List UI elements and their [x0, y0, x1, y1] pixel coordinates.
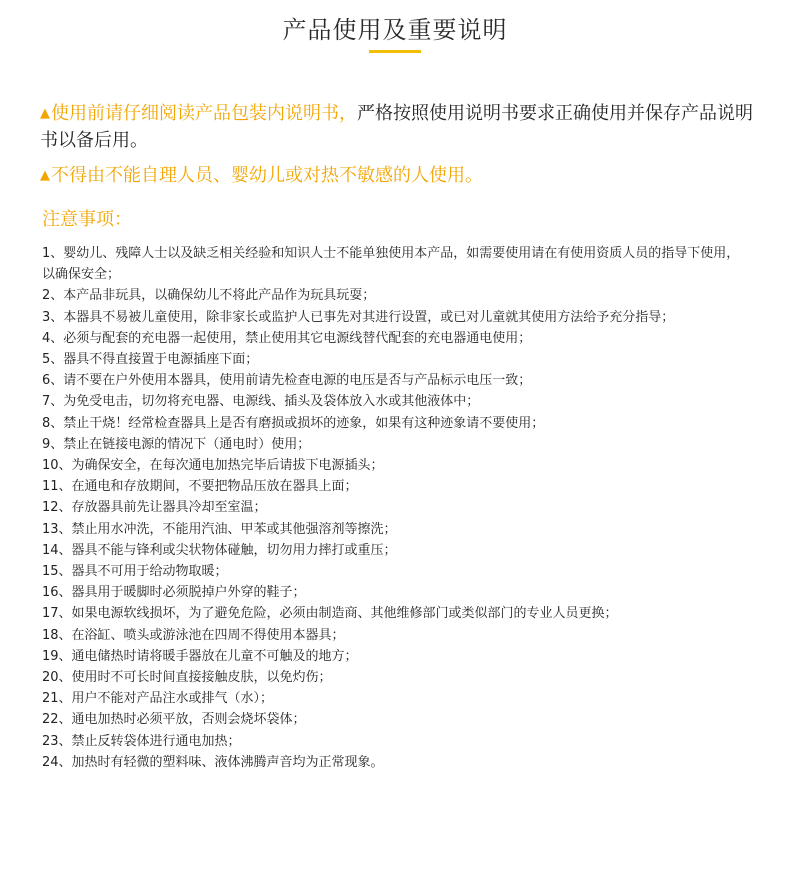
note-item: 3、本器具不易被儿童使用，除非家长或监护人已事先对其进行设置，或已对儿童就其使用方法给予充分指导； — [42, 309, 675, 325]
note-item: 21、用户不能对产品注水或排气（水）； — [42, 691, 274, 707]
note-item: 7、为免受电击，切勿将充电器、电源线、插头及袋体放入水或其他液体中； — [42, 394, 480, 410]
warning-notice-2 — [40, 162, 755, 189]
note-item: 5、器具不得直接置于电源插座下面； — [42, 352, 259, 368]
note-item: 13、禁止用水冲洗，不能用汽油、甲苯或其他强溶剂等擦洗； — [42, 521, 397, 537]
note-item: 22、通电加热时必须平放，否则会烧坏袋体； — [42, 712, 306, 728]
note-item: 8、禁止干烧！经常检查器具上是否有磨损或损坏的迹象，如果有这种迹象请不要使用； — [42, 415, 545, 431]
note-item: 14、器具不能与锋利或尖状物体碰触，切勿用力摔打或重压； — [42, 542, 397, 558]
note-item: 23、禁止反转袋体进行通电加热； — [42, 733, 241, 749]
warning-1-text: 严格按照使用说明书要求正确使用并保存产品说明书以备后用。 — [40, 103, 753, 151]
note-item: 24、加热时有轻微的塑料味、液体沸腾声音均为正常现象。 — [42, 754, 384, 770]
title-underline — [369, 50, 421, 53]
note-item: 6、请不要在户外使用本器具，使用前请先检查电源的电压是否与产品标示电压一致； — [42, 373, 532, 389]
warning-2-highlight: 不得由不能自理人员、婴幼儿或对热不敏感的人使用。 — [51, 165, 483, 186]
warning-triangle-icon: ▲ — [40, 106, 50, 121]
note-item: 11、在通电和存放期间，不要把物品压放在器具上面； — [42, 479, 358, 495]
note-item: 1、婴幼儿、残障人士以及缺乏相关经验和知识人士不能单独使用本产品，如需要使用请在有使用资质人员的指导下使用，以确保安全； — [42, 246, 740, 283]
note-item: 19、通电储热时请将暖手器放在儿童不可触及的地方； — [42, 648, 358, 664]
notes-heading: 注意事项： — [42, 209, 132, 230]
warning-notice-1 — [40, 100, 755, 154]
note-item: 10、为确保安全，在每次通电加热完毕后请拔下电源插头； — [42, 458, 384, 474]
warning-1-highlight: 使用前请仔细阅读产品包装内说明书， — [51, 103, 357, 124]
note-item: 20、使用时不可长时间直接接触皮肤，以免灼伤； — [42, 670, 332, 686]
warning-triangle-icon: ▲ — [40, 168, 50, 183]
notes-list — [42, 243, 747, 773]
note-item: 18、在浴缸、喷头或游泳池在四周不得使用本器具； — [42, 627, 345, 643]
note-item: 16、器具用于暖脚时必须脱掉户外穿的鞋子； — [42, 585, 306, 601]
note-item: 15、器具不可用于给动物取暖； — [42, 564, 228, 580]
note-item: 9、禁止在链接电源的情况下（通电时）使用； — [42, 436, 311, 452]
note-item: 2、本产品非玩具，以确保幼儿不将此产品作为玩具玩耍； — [42, 288, 376, 304]
note-item: 17、如果电源软线损坏，为了避免危险，必须由制造商、其他维修部门或类似部门的专业人员更换； — [42, 606, 618, 622]
note-item: 4、必须与配套的充电器一起使用，禁止使用其它电源线替代配套的充电器通电使用； — [42, 330, 532, 346]
page-title: 产品使用及重要说明 — [282, 16, 508, 44]
note-item: 12、存放器具前先让器具冷却至室温； — [42, 500, 267, 516]
